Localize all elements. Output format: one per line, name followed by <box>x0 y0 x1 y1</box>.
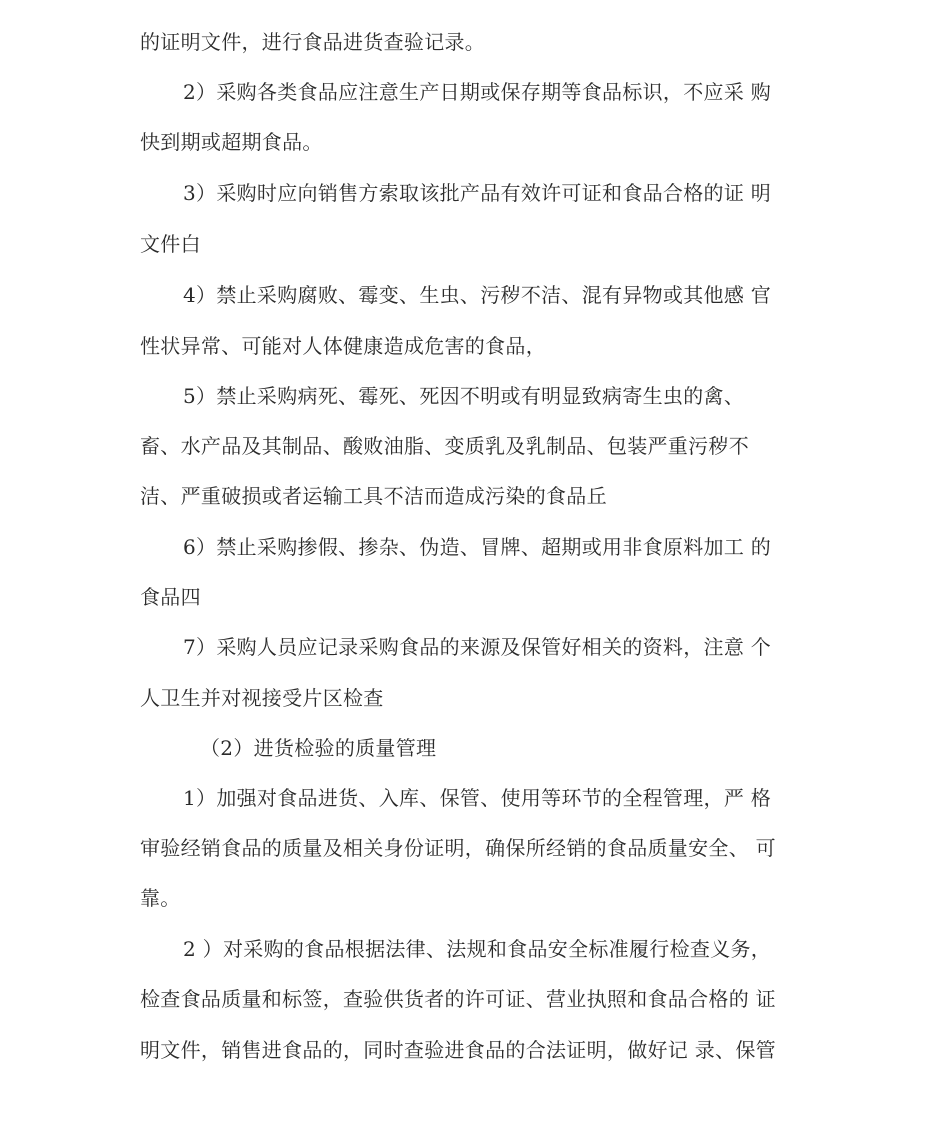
text-line-21: 明文件，销售进食品的，同时查验进食品的合法证明，做好记 录、保管 <box>140 1038 776 1062</box>
text-line-16: 1）加强对食品进货、入库、保管、使用等环节的全程管理，严 格 <box>183 786 772 810</box>
text-line-7: 性状异常、可能对人体健康造成危害的食品， <box>140 334 546 358</box>
text-line-10: 洁、严重破损或者运输工具不洁而造成污染的食品丘 <box>140 484 607 508</box>
text-line-18: 靠。 <box>140 886 181 910</box>
text-line-8: 5）禁止采购病死、霉死、死因不明或有明显致病寄生虫的禽、 <box>183 384 745 408</box>
text-line-19: 2 ）对采购的食品根据法律、法规和食品安全标准履行检查义务， <box>183 937 772 961</box>
text-line-13: 7）采购人员应记录采购食品的来源及保管好相关的资料，注意 个 <box>183 635 772 659</box>
text-line-5: 文件白 <box>140 232 201 256</box>
text-line-2: 2）采购各类食品应注意生产日期或保存期等食品标识，不应采 购 <box>183 80 772 104</box>
text-line-17: 审验经销食品的质量及相关身份证明，确保所经销的食品质量安全、 可 <box>140 836 776 860</box>
text-line-20: 检查食品质量和标签，查验供货者的许可证、营业执照和食品合格的 证 <box>140 987 776 1011</box>
text-line-14: 人卫生并对视接受片区检查 <box>140 686 384 710</box>
text-line-3: 快到期或超期食品。 <box>140 130 323 154</box>
text-line-1: 的证明文件，进行食品进货查验记录。 <box>140 30 486 54</box>
text-line-9: 畜、水产品及其制品、酸败油脂、变质乳及乳制品、包装严重污秽不 <box>140 434 749 458</box>
text-line-11: 6）禁止采购掺假、掺杂、伪造、冒牌、超期或用非食原料加工 的 <box>183 535 772 559</box>
text-line-6: 4）禁止采购腐败、霉变、生虫、污秽不洁、混有异物或其他感 官 <box>183 283 772 307</box>
text-line-4: 3）采购时应向销售方索取该批产品有效许可证和食品合格的证 明 <box>183 181 772 205</box>
text-line-12: 食品四 <box>140 585 201 609</box>
section-heading: （2）进货检验的质量管理 <box>200 736 437 760</box>
